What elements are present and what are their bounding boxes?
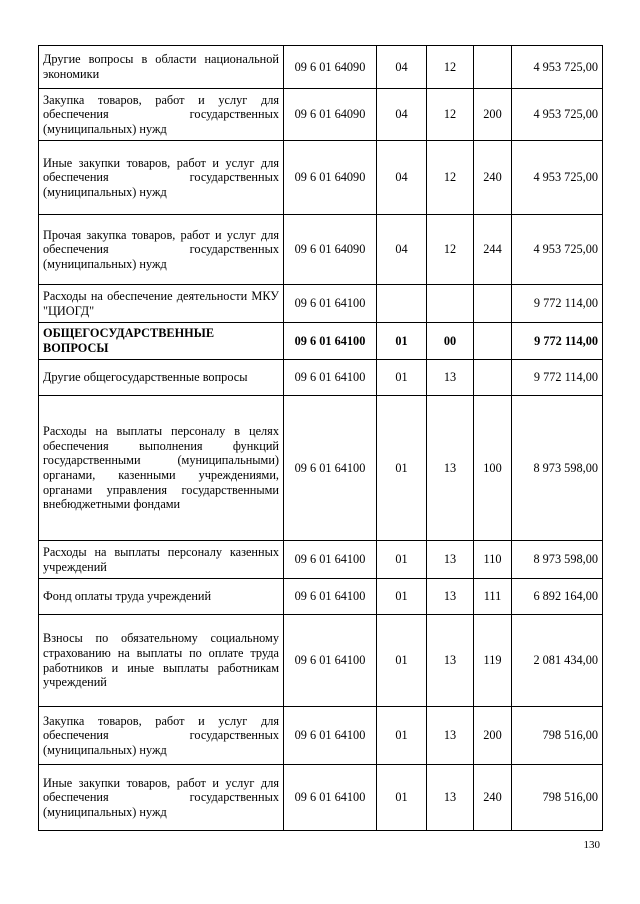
table-row <box>39 396 603 541</box>
row-amount: 4 953 725,00 <box>512 141 603 215</box>
table-row <box>39 323 603 360</box>
table-row <box>39 360 603 396</box>
row-subsection: 13 <box>427 396 474 541</box>
row-amount: 6 892 164,00 <box>512 579 603 615</box>
row-subsection: 13 <box>427 615 474 707</box>
row-expense-type: 240 <box>474 765 512 831</box>
row-expense-type: 110 <box>474 541 512 579</box>
row-name: Расходы на выплаты персоналу в целях обеспечения выполнения функций государственными (муниципальными) органами, казенными учреждениями, органами управления государственными внебюджетными фондами <box>39 396 284 541</box>
row-target-code: 09 6 01 64100 <box>284 396 377 541</box>
row-amount: 4 953 725,00 <box>512 89 603 141</box>
table-row <box>39 707 603 765</box>
row-name: Взносы по обязательному социальному страхованию на выплаты по оплате труда работников и иные выплаты работникам учреждений <box>39 615 284 707</box>
row-section: 01 <box>377 615 427 707</box>
row-name: Фонд оплаты труда учреждений <box>39 579 284 615</box>
row-target-code: 09 6 01 64100 <box>284 615 377 707</box>
row-amount: 4 953 725,00 <box>512 46 603 89</box>
row-section: 01 <box>377 323 427 360</box>
row-amount: 9 772 114,00 <box>512 323 603 360</box>
row-section: 01 <box>377 765 427 831</box>
row-section: 01 <box>377 360 427 396</box>
row-section: 01 <box>377 707 427 765</box>
row-target-code: 09 6 01 64090 <box>284 89 377 141</box>
budget-table <box>38 45 603 831</box>
row-target-code: 09 6 01 64100 <box>284 541 377 579</box>
table-row <box>39 579 603 615</box>
row-target-code: 09 6 01 64100 <box>284 323 377 360</box>
row-subsection: 13 <box>427 765 474 831</box>
row-subsection: 12 <box>427 46 474 89</box>
row-name: Закупка товаров, работ и услуг для обеспечения государственных (муниципальных) нужд <box>39 707 284 765</box>
row-name: Прочая закупка товаров, работ и услуг для обеспечения государственных (муниципальных) нужд <box>39 215 284 285</box>
row-expense-type: 200 <box>474 89 512 141</box>
row-name: Расходы на обеспечение деятельности МКУ "ЦИОГД" <box>39 285 284 323</box>
row-amount: 2 081 434,00 <box>512 615 603 707</box>
row-name: Другие общегосударственные вопросы <box>39 360 284 396</box>
table-row <box>39 541 603 579</box>
row-subsection: 13 <box>427 360 474 396</box>
row-target-code: 09 6 01 64100 <box>284 360 377 396</box>
table-row <box>39 89 603 141</box>
row-target-code: 09 6 01 64090 <box>284 215 377 285</box>
row-subsection: 13 <box>427 707 474 765</box>
page-number: 130 <box>583 839 600 851</box>
row-section: 04 <box>377 215 427 285</box>
row-name: ОБЩЕГОСУДАРСТВЕННЫЕ ВОПРОСЫ <box>39 323 284 360</box>
row-subsection: 13 <box>427 579 474 615</box>
row-expense-type: 200 <box>474 707 512 765</box>
row-amount: 4 953 725,00 <box>512 215 603 285</box>
row-target-code: 09 6 01 64100 <box>284 285 377 323</box>
row-section: 04 <box>377 89 427 141</box>
row-expense-type <box>474 323 512 360</box>
row-subsection: 13 <box>427 541 474 579</box>
row-target-code: 09 6 01 64090 <box>284 46 377 89</box>
row-expense-type <box>474 285 512 323</box>
row-expense-type: 119 <box>474 615 512 707</box>
row-section: 04 <box>377 46 427 89</box>
row-name: Расходы на выплаты персоналу казенных учреждений <box>39 541 284 579</box>
row-subsection: 12 <box>427 141 474 215</box>
table-row <box>39 765 603 831</box>
row-subsection: 12 <box>427 89 474 141</box>
row-section <box>377 285 427 323</box>
row-name: Закупка товаров, работ и услуг для обеспечения государственных (муниципальных) нужд <box>39 89 284 141</box>
table-row <box>39 215 603 285</box>
row-section: 01 <box>377 541 427 579</box>
row-amount: 8 973 598,00 <box>512 541 603 579</box>
row-subsection: 00 <box>427 323 474 360</box>
row-section: 01 <box>377 579 427 615</box>
row-amount: 9 772 114,00 <box>512 360 603 396</box>
row-subsection <box>427 285 474 323</box>
row-expense-type: 244 <box>474 215 512 285</box>
row-expense-type: 100 <box>474 396 512 541</box>
row-target-code: 09 6 01 64100 <box>284 707 377 765</box>
row-expense-type: 111 <box>474 579 512 615</box>
table-row <box>39 285 603 323</box>
table-row <box>39 141 603 215</box>
budget-table-body <box>39 46 603 831</box>
row-amount: 798 516,00 <box>512 765 603 831</box>
row-amount: 8 973 598,00 <box>512 396 603 541</box>
row-expense-type: 240 <box>474 141 512 215</box>
row-target-code: 09 6 01 64090 <box>284 141 377 215</box>
row-expense-type <box>474 46 512 89</box>
table-row <box>39 46 603 89</box>
row-expense-type <box>474 360 512 396</box>
row-target-code: 09 6 01 64100 <box>284 765 377 831</box>
row-name: Иные закупки товаров, работ и услуг для обеспечения государственных (муниципальных) нужд <box>39 141 284 215</box>
row-section: 04 <box>377 141 427 215</box>
table-row <box>39 615 603 707</box>
row-name: Другие вопросы в области национальной экономики <box>39 46 284 89</box>
row-name: Иные закупки товаров, работ и услуг для обеспечения государственных (муниципальных) нужд <box>39 765 284 831</box>
row-section: 01 <box>377 396 427 541</box>
row-subsection: 12 <box>427 215 474 285</box>
row-amount: 9 772 114,00 <box>512 285 603 323</box>
row-amount: 798 516,00 <box>512 707 603 765</box>
row-target-code: 09 6 01 64100 <box>284 579 377 615</box>
